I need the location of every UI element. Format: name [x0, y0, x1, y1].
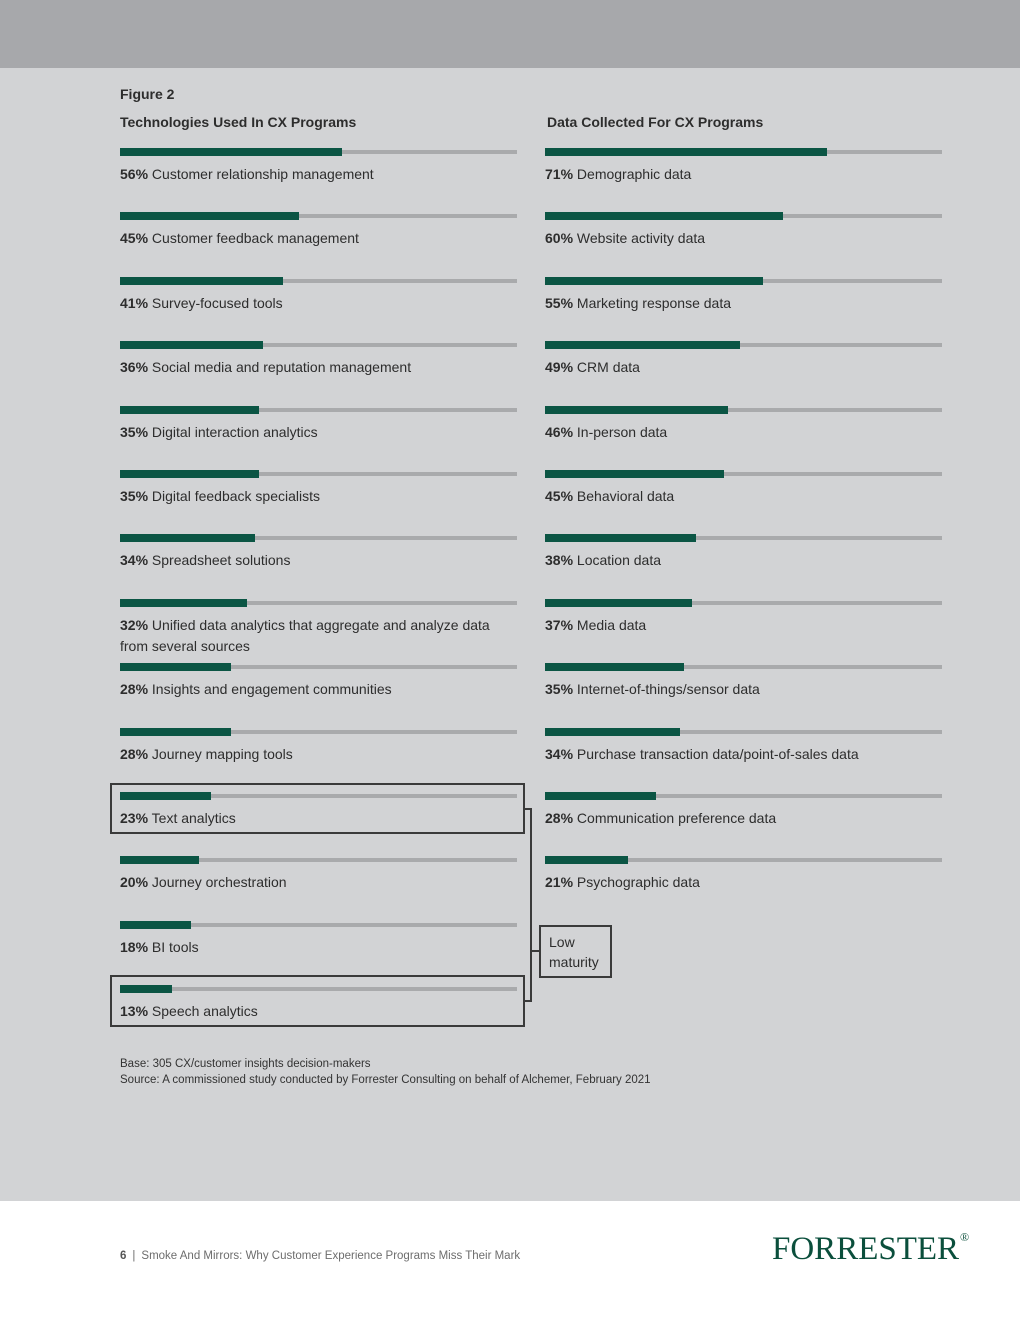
bar: [545, 148, 827, 156]
bar: [120, 534, 255, 542]
bar: [120, 728, 231, 736]
bar-value-label: 13%: [120, 1003, 149, 1019]
bar-value-label: 46%: [545, 424, 574, 440]
bar-value-label: 28%: [545, 810, 574, 826]
highlight-box-speech-analytics: [110, 975, 525, 1027]
bar-category-label: Purchase transaction data/point-of-sales data: [573, 746, 859, 762]
bar-label: [545, 615, 942, 636]
bar: [120, 341, 263, 349]
logo-registered-mark: ®: [960, 1230, 970, 1244]
page-footer: [120, 1250, 520, 1262]
low-maturity-callout: [539, 925, 612, 978]
bar-category-label: Communication preference data: [573, 810, 777, 826]
bar: [545, 663, 684, 671]
bar-label: [545, 808, 942, 829]
bar-label: [545, 550, 942, 571]
bar-label: [545, 293, 942, 314]
document-title: Smoke And Mirrors: Why Customer Experience Programs Miss Their Mark: [141, 1250, 521, 1262]
bracket-spine: [530, 808, 532, 1002]
bar-value-label: 34%: [545, 746, 574, 762]
bar: [545, 534, 696, 542]
bar-label: [120, 937, 517, 958]
bar-category-label: BI tools: [148, 939, 199, 955]
bar-label: [120, 422, 517, 443]
bar-label: [120, 357, 517, 378]
bar-label: [120, 744, 517, 765]
bar-value-label: 38%: [545, 552, 574, 568]
bar-value-label: 28%: [120, 746, 149, 762]
bar-value-label: 45%: [545, 488, 574, 504]
bar-value-label: 49%: [545, 359, 574, 375]
bar: [120, 856, 199, 864]
bar: [120, 148, 342, 156]
bar: [120, 921, 191, 929]
bar: [120, 406, 259, 414]
bar-label: [545, 679, 942, 700]
bar-category-label: Behavioral data: [573, 488, 675, 504]
bar-category-label: Internet-of-things/sensor data: [573, 681, 760, 697]
bar: [120, 277, 283, 285]
bar-value-label: 37%: [545, 617, 574, 633]
bar-category-label: CRM data: [573, 359, 640, 375]
bar: [120, 663, 231, 671]
bar-value-label: 20%: [120, 874, 149, 890]
bar-category-label: Location data: [573, 552, 661, 568]
bar: [545, 277, 763, 285]
bar-category-label: Demographic data: [573, 166, 692, 182]
bar-value-label: 55%: [545, 295, 574, 311]
bar-label: [120, 228, 517, 249]
bar-value-label: 35%: [545, 681, 574, 697]
bar-label: [120, 293, 517, 314]
bar-category-label: Psychographic data: [573, 874, 700, 890]
bar-category-label: Customer feedback management: [148, 230, 359, 246]
bar-label: [545, 164, 942, 185]
bar-value-label: 36%: [120, 359, 149, 375]
bar-category-label: In-person data: [573, 424, 668, 440]
bar-category-label: Spreadsheet solutions: [148, 552, 291, 568]
bar-value-label: 35%: [120, 424, 149, 440]
callout-line-1: Low: [549, 934, 575, 950]
bar-value-label: 32%: [120, 617, 149, 633]
figure-label: Figure 2: [120, 86, 175, 102]
bar-value-label: 71%: [545, 166, 574, 182]
bar-label: [120, 486, 517, 507]
bar-label: [120, 164, 517, 185]
bar-value-label: 60%: [545, 230, 574, 246]
bar-value-label: 35%: [120, 488, 149, 504]
bar-label: [120, 679, 517, 700]
bar-label: [545, 357, 942, 378]
logo-text: FORRESTER: [772, 1231, 960, 1267]
bar-category-label: Website activity data: [573, 230, 706, 246]
bar: [545, 470, 724, 478]
bar-value-label: 45%: [120, 230, 149, 246]
bar-value-label: 34%: [120, 552, 149, 568]
chart-title-technologies: Technologies Used In CX Programs: [120, 114, 357, 130]
bar: [545, 792, 656, 800]
bar-category-label: Digital interaction analytics: [148, 424, 318, 440]
bar-value-label: 56%: [120, 166, 149, 182]
bar-category-label: Unified data analytics that aggregate and analyze data from several sources: [120, 617, 490, 654]
source-note: Source: A commissioned study conducted by Forrester Consulting on behalf of Alchemer, February 2021: [120, 1074, 651, 1086]
bar-value-label: 18%: [120, 939, 149, 955]
bar-label: [120, 550, 517, 571]
bar: [545, 728, 680, 736]
bar-value-label: 28%: [120, 681, 149, 697]
bar: [120, 470, 259, 478]
bar-category-label: Journey mapping tools: [148, 746, 293, 762]
header-band: [0, 0, 1020, 68]
bar: [545, 341, 740, 349]
bar-category-label: Survey-focused tools: [148, 295, 283, 311]
bar: [545, 406, 728, 414]
bar: [120, 212, 299, 220]
bar-category-label: Journey orchestration: [148, 874, 287, 890]
bar-label: [545, 872, 942, 893]
footer-separator: |: [132, 1250, 136, 1262]
bar-label: [120, 615, 517, 657]
bar-category-label: Social media and reputation management: [148, 359, 412, 375]
bar: [545, 599, 692, 607]
bar-category-label: Speech analytics: [148, 1003, 258, 1019]
callout-line-2: maturity: [549, 954, 599, 970]
bar-category-label: Media data: [573, 617, 647, 633]
bar: [545, 856, 628, 864]
bar-category-label: Customer relationship management: [148, 166, 374, 182]
bar-value-label: 23%: [120, 810, 149, 826]
chart-title-data-collected: Data Collected For CX Programs: [547, 114, 764, 130]
page-number: 6: [120, 1250, 127, 1262]
bar: [545, 212, 783, 220]
bar-label: [545, 228, 942, 249]
bar-category-label: Insights and engagement communities: [148, 681, 392, 697]
bar-label: [545, 486, 942, 507]
bar-label: [120, 872, 517, 893]
bar-label: [545, 422, 942, 443]
bar-value-label: 21%: [545, 874, 574, 890]
bar-category-label: Marketing response data: [573, 295, 732, 311]
highlight-box-text-analytics: [110, 783, 525, 834]
bar-category-label: Digital feedback specialists: [148, 488, 321, 504]
bar-label: [545, 744, 942, 765]
base-note: Base: 305 CX/customer insights decision-makers: [120, 1058, 371, 1070]
bar: [120, 599, 247, 607]
forrester-logo: [772, 1230, 969, 1268]
bar-category-label: Text analytics: [148, 810, 236, 826]
bar-value-label: 41%: [120, 295, 149, 311]
